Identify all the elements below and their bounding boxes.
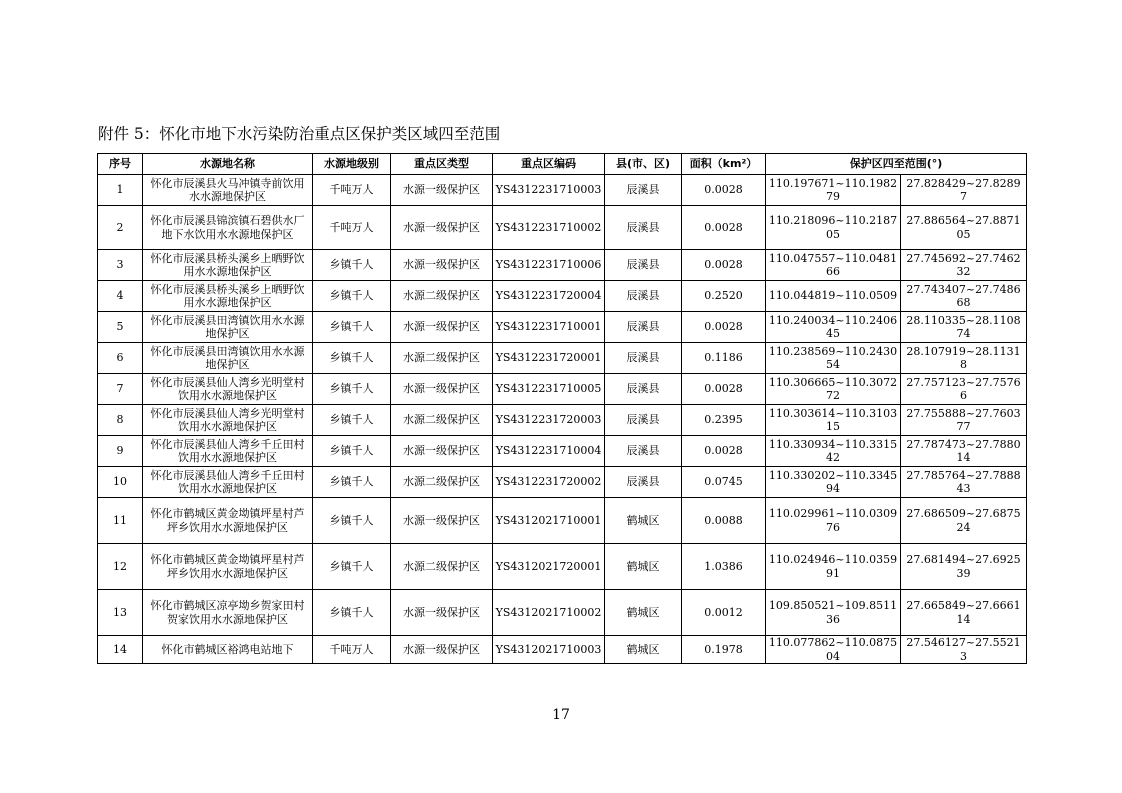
cell-county: 辰溪县 [605, 175, 682, 206]
header-name: 水源地名称 [143, 154, 313, 175]
page-number: 17 [552, 707, 570, 723]
table-row [98, 281, 1027, 312]
cell-area: 0.0012 [682, 590, 766, 636]
cell-area: 0.0028 [682, 250, 766, 281]
table-row [98, 250, 1027, 281]
cell-type: 水源一级保护区 [391, 175, 493, 206]
header-level: 水源地级别 [313, 154, 391, 175]
cell-level: 乡镇千人 [313, 544, 391, 590]
cell-lon-range: 110.077862~110.087504 [766, 636, 901, 664]
cell-county: 辰溪县 [605, 374, 682, 405]
table-row [98, 343, 1027, 374]
cell-level: 乡镇千人 [313, 343, 391, 374]
cell-code: YS4312231710004 [493, 436, 605, 467]
cell-code: YS4312231720004 [493, 281, 605, 312]
table-caption: 附件 5：怀化市地下水污染防治重点区保护类区域四至范围 [98, 125, 501, 143]
cell-no: 2 [98, 206, 143, 250]
cell-type: 水源二级保护区 [391, 467, 493, 498]
cell-lon-range: 110.197671~110.198279 [766, 175, 901, 206]
cell-lat-range: 27.828429~27.82897 [901, 175, 1027, 206]
table-row [98, 498, 1027, 544]
header-range: 保护区四至范围(°) [766, 154, 1027, 175]
protection-zone-table [97, 153, 1027, 664]
header-type: 重点区类型 [391, 154, 493, 175]
cell-area: 0.0028 [682, 312, 766, 343]
cell-area: 0.2520 [682, 281, 766, 312]
table-row [98, 436, 1027, 467]
cell-area: 0.0088 [682, 498, 766, 544]
cell-type: 水源一级保护区 [391, 374, 493, 405]
header-area: 面积（km²） [682, 154, 766, 175]
cell-area: 0.0028 [682, 436, 766, 467]
cell-county: 辰溪县 [605, 206, 682, 250]
cell-no: 1 [98, 175, 143, 206]
cell-type: 水源一级保护区 [391, 590, 493, 636]
cell-no: 14 [98, 636, 143, 664]
cell-county: 辰溪县 [605, 312, 682, 343]
cell-lat-range: 27.785764~27.788843 [901, 467, 1027, 498]
cell-type: 水源二级保护区 [391, 281, 493, 312]
cell-county: 辰溪县 [605, 467, 682, 498]
table-row [98, 374, 1027, 405]
cell-name: 怀化市辰溪县仙人湾乡光明堂村饮用水水源地保护区 [143, 374, 313, 405]
cell-level: 乡镇千人 [313, 436, 391, 467]
cell-area: 0.0028 [682, 374, 766, 405]
cell-name: 怀化市辰溪县锦滨镇石碧供水厂地下水饮用水水源地保护区 [143, 206, 313, 250]
cell-county: 辰溪县 [605, 343, 682, 374]
header-row [98, 154, 1027, 175]
cell-county: 辰溪县 [605, 405, 682, 436]
cell-name: 怀化市辰溪县仙人湾乡千丘田村饮用水水源地保护区 [143, 436, 313, 467]
cell-area: 0.0028 [682, 206, 766, 250]
cell-code: YS4312021710003 [493, 636, 605, 664]
cell-no: 13 [98, 590, 143, 636]
cell-no: 9 [98, 436, 143, 467]
cell-type: 水源一级保护区 [391, 312, 493, 343]
cell-lon-range: 110.047557~110.048166 [766, 250, 901, 281]
cell-no: 8 [98, 405, 143, 436]
cell-no: 12 [98, 544, 143, 590]
cell-no: 11 [98, 498, 143, 544]
cell-name: 怀化市鹤城区裕鸿电站地下 [143, 636, 313, 664]
cell-lat-range: 27.745692~27.746232 [901, 250, 1027, 281]
cell-lat-range: 27.681494~27.692539 [901, 544, 1027, 590]
cell-no: 3 [98, 250, 143, 281]
cell-county: 鹤城区 [605, 544, 682, 590]
cell-county: 辰溪县 [605, 281, 682, 312]
cell-area: 0.2395 [682, 405, 766, 436]
cell-lon-range: 110.029961~110.030976 [766, 498, 901, 544]
cell-level: 千吨万人 [313, 175, 391, 206]
cell-type: 水源一级保护区 [391, 498, 493, 544]
cell-lon-range: 110.240034~110.240645 [766, 312, 901, 343]
cell-lon-range: 110.218096~110.218705 [766, 206, 901, 250]
header-county: 县(市、区) [605, 154, 682, 175]
cell-no: 4 [98, 281, 143, 312]
cell-lon-range: 110.238569~110.243054 [766, 343, 901, 374]
cell-lat-range: 27.686509~27.687524 [901, 498, 1027, 544]
cell-code: YS4312021720001 [493, 544, 605, 590]
cell-code: YS4312231710001 [493, 312, 605, 343]
cell-type: 水源一级保护区 [391, 206, 493, 250]
table-row [98, 467, 1027, 498]
cell-type: 水源一级保护区 [391, 250, 493, 281]
table-row [98, 544, 1027, 590]
cell-area: 0.1978 [682, 636, 766, 664]
cell-level: 乡镇千人 [313, 467, 391, 498]
cell-type: 水源二级保护区 [391, 544, 493, 590]
table-row [98, 636, 1027, 664]
cell-type: 水源二级保护区 [391, 343, 493, 374]
cell-no: 6 [98, 343, 143, 374]
header-code: 重点区编码 [493, 154, 605, 175]
cell-county: 鹤城区 [605, 498, 682, 544]
cell-code: YS4312231720001 [493, 343, 605, 374]
cell-level: 乡镇千人 [313, 312, 391, 343]
cell-lon-range: 110.303614~110.310315 [766, 405, 901, 436]
cell-area: 1.0386 [682, 544, 766, 590]
cell-name: 怀化市辰溪县田湾镇饮用水水源地保护区 [143, 343, 313, 374]
cell-name: 怀化市辰溪县仙人湾乡千丘田村饮用水水源地保护区 [143, 467, 313, 498]
cell-county: 辰溪县 [605, 250, 682, 281]
table-row [98, 206, 1027, 250]
cell-name: 怀化市辰溪县火马冲镇寺前饮用水水源地保护区 [143, 175, 313, 206]
cell-lon-range: 109.850521~109.851136 [766, 590, 901, 636]
cell-code: YS4312231710002 [493, 206, 605, 250]
cell-lat-range: 27.546127~27.55213 [901, 636, 1027, 664]
cell-name: 怀化市辰溪县田湾镇饮用水水源地保护区 [143, 312, 313, 343]
cell-name: 怀化市鹤城区黄金坳镇坪星村芦坪乡饮用水水源地保护区 [143, 498, 313, 544]
cell-code: YS4312021710002 [493, 590, 605, 636]
cell-type: 水源一级保护区 [391, 636, 493, 664]
table-row [98, 405, 1027, 436]
cell-name: 怀化市辰溪县仙人湾乡光明堂村饮用水水源地保护区 [143, 405, 313, 436]
cell-name: 怀化市鹤城区黄金坳镇坪星村芦坪乡饮用水水源地保护区 [143, 544, 313, 590]
cell-lon-range: 110.330202~110.334594 [766, 467, 901, 498]
cell-code: YS4312231710005 [493, 374, 605, 405]
cell-lat-range: 27.757123~27.75766 [901, 374, 1027, 405]
cell-area: 0.0745 [682, 467, 766, 498]
cell-level: 乡镇千人 [313, 281, 391, 312]
cell-level: 乡镇千人 [313, 374, 391, 405]
cell-lon-range: 110.024946~110.035991 [766, 544, 901, 590]
cell-level: 千吨万人 [313, 206, 391, 250]
cell-lat-range: 28.110335~28.110874 [901, 312, 1027, 343]
cell-name: 怀化市辰溪县桥头溪乡上晒野饮用水水源地保护区 [143, 250, 313, 281]
cell-lat-range: 27.886564~27.887105 [901, 206, 1027, 250]
cell-level: 乡镇千人 [313, 250, 391, 281]
table-row [98, 175, 1027, 206]
cell-no: 10 [98, 467, 143, 498]
cell-no: 5 [98, 312, 143, 343]
cell-level: 乡镇千人 [313, 590, 391, 636]
cell-lon-range: 110.306665~110.307272 [766, 374, 901, 405]
cell-type: 水源二级保护区 [391, 405, 493, 436]
cell-lat-range: 27.665849~27.666114 [901, 590, 1027, 636]
cell-level: 千吨万人 [313, 636, 391, 664]
cell-code: YS4312231720002 [493, 467, 605, 498]
cell-lat-range: 27.787473~27.788014 [901, 436, 1027, 467]
cell-lat-range: 27.755888~27.760377 [901, 405, 1027, 436]
cell-name: 怀化市辰溪县桥头溪乡上晒野饮用水水源地保护区 [143, 281, 313, 312]
cell-level: 乡镇千人 [313, 405, 391, 436]
cell-no: 7 [98, 374, 143, 405]
cell-code: YS4312231720003 [493, 405, 605, 436]
cell-type: 水源一级保护区 [391, 436, 493, 467]
cell-code: YS4312231710006 [493, 250, 605, 281]
table-row [98, 590, 1027, 636]
cell-code: YS4312231710003 [493, 175, 605, 206]
cell-lat-range: 28.107919~28.11318 [901, 343, 1027, 374]
cell-code: YS4312021710001 [493, 498, 605, 544]
cell-county: 鹤城区 [605, 636, 682, 664]
cell-area: 0.0028 [682, 175, 766, 206]
table-row [98, 312, 1027, 343]
cell-name: 怀化市鹤城区凉亭坳乡贺家田村贺家饮用水水源地保护区 [143, 590, 313, 636]
cell-lon-range: 110.044819~110.0509 [766, 281, 901, 312]
cell-county: 辰溪县 [605, 436, 682, 467]
cell-area: 0.1186 [682, 343, 766, 374]
cell-level: 乡镇千人 [313, 498, 391, 544]
cell-lon-range: 110.330934~110.331542 [766, 436, 901, 467]
cell-county: 鹤城区 [605, 590, 682, 636]
header-no: 序号 [98, 154, 143, 175]
cell-lat-range: 27.743407~27.748668 [901, 281, 1027, 312]
